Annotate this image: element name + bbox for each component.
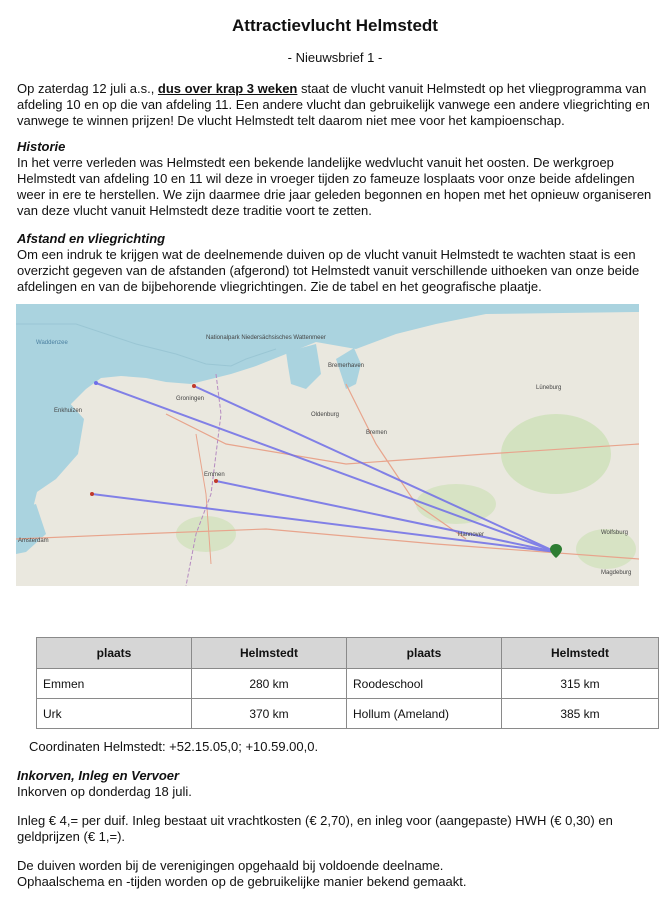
historie-text: In het verre verleden was Helmstedt een bekende landelijke wedvlucht vanuit het oosten. De werkgroep Helmstedt van afdeling 10 en 11 wil deze in vroeger tijden zo fameuze losplaats voor onze beide afdelingen weer in ere te herstellen. We zijn daarmee drie jaar geleden begonnen en hopen met het opnieuw organiseren van deze vlucht vanuit Helmstedt deze traditie voort te zetten. [17, 155, 652, 218]
label-magdeburg: Magdeburg [601, 570, 632, 576]
place-cell: Emmen [37, 669, 192, 699]
label-groningen: Groningen [176, 396, 205, 402]
intro-paragraph [17, 81, 653, 129]
section-afstand [17, 231, 653, 295]
start-roodeschool [192, 384, 196, 388]
label-bremen: Bremen [366, 430, 388, 436]
afstand-heading: Afstand en vliegrichting [17, 231, 166, 246]
label-bremerhaven: Bremerhaven [328, 363, 365, 369]
label-nationalpark: Nationalpark Niedersächsisches Wattenmeer [206, 335, 326, 341]
historie-heading: Historie [17, 139, 66, 154]
forest-area [176, 516, 236, 552]
page-title: Attractievlucht Helmstedt [232, 16, 438, 35]
start-urk [90, 492, 94, 496]
header-helmstedt: Helmstedt [192, 638, 347, 669]
ophalen-line-1: De duiven worden bij de verenigingen opgehaald bij voldoende deelname. [17, 858, 444, 873]
label-oldenburg: Oldenburg [311, 412, 340, 418]
place-cell: Hollum (Ameland) [347, 699, 502, 729]
distance-cell: 315 km [502, 669, 659, 699]
newsletter-subtitle: - Nieuwsbrief 1 - [287, 50, 383, 65]
route-map-svg [16, 304, 639, 586]
inkorven-line: Inkorven op donderdag 18 juli. [17, 784, 192, 799]
afstand-text: Om een indruk te krijgen wat de deelnemende duiven op de vlucht vanuit Helmstedt te wachten staat is een overzicht gegeven van de afstanden (afgerond) tot Helmstedt vanuit verschillende uithoeken van onze beide afdelingen en van de bijbehorende vliegrichtingen. Zie de tabel en het geografische plaatje. [17, 247, 640, 294]
place-cell: Urk [37, 699, 192, 729]
label-lueneburg: Lüneburg [536, 385, 562, 391]
section-historie [17, 139, 653, 219]
ophalen-paragraph [17, 858, 653, 890]
distance-cell: 280 km [192, 669, 347, 699]
route-map [16, 304, 639, 586]
section-inkorven [17, 768, 653, 800]
label-hannover: Hannover [458, 532, 485, 538]
start-hollum [94, 381, 98, 385]
forest-heide [501, 414, 611, 494]
distance-cell: 370 km [192, 699, 347, 729]
label-amsterdam: Amsterdam [18, 538, 49, 544]
label-emmen: Emmen [204, 472, 225, 478]
header-plaats: plaats [347, 638, 502, 669]
label-wolfsburg: Wolfsburg [601, 530, 628, 536]
start-emmen [214, 479, 218, 483]
inleg-paragraph: Inleg € 4,= per duif. Inleg bestaat uit vrachtkosten (€ 2,70), en inleg voor (aangepaste) HWH (€ 0,30) en geldprijzen (€ 1,=). [17, 813, 613, 844]
label-enkhuizen: Enkhuizen [54, 408, 83, 414]
table-row [37, 699, 659, 729]
intro-text-end: staat de vlucht vanuit Helmstedt op het vliegprogramma van afdeling 10 en op die van afdeling 11. Een andere vlucht dan gebruikelijk vanwege een andere vliegrichting en vanwege te winnen prijzen! De vlucht Helmstedt telt daarom niet mee voor het kampioenschap. [17, 81, 650, 128]
header-helmstedt: Helmstedt [502, 638, 659, 669]
distance-table [36, 637, 659, 729]
intro-emphasis: dus over krap 3 weken [157, 81, 298, 96]
ophalen-line-2: Ophaalschema en -tijden worden op de gebruikelijke manier bekend gemaakt. [17, 874, 467, 889]
distance-cell: 385 km [502, 699, 659, 729]
label-waddenzee: Waddenzee [36, 340, 68, 346]
header-plaats: plaats [37, 638, 192, 669]
intro-text-start: Op zaterdag 12 juli a.s., [17, 81, 158, 96]
place-cell: Roodeschool [347, 669, 502, 699]
coordinates-line: Coordinaten Helmstedt: +52.15.05,0; +10.59.00,0. [29, 739, 319, 754]
table-row [37, 669, 659, 699]
inkorven-heading: Inkorven, Inleg en Vervoer [17, 768, 180, 783]
table-header-row [37, 638, 659, 669]
